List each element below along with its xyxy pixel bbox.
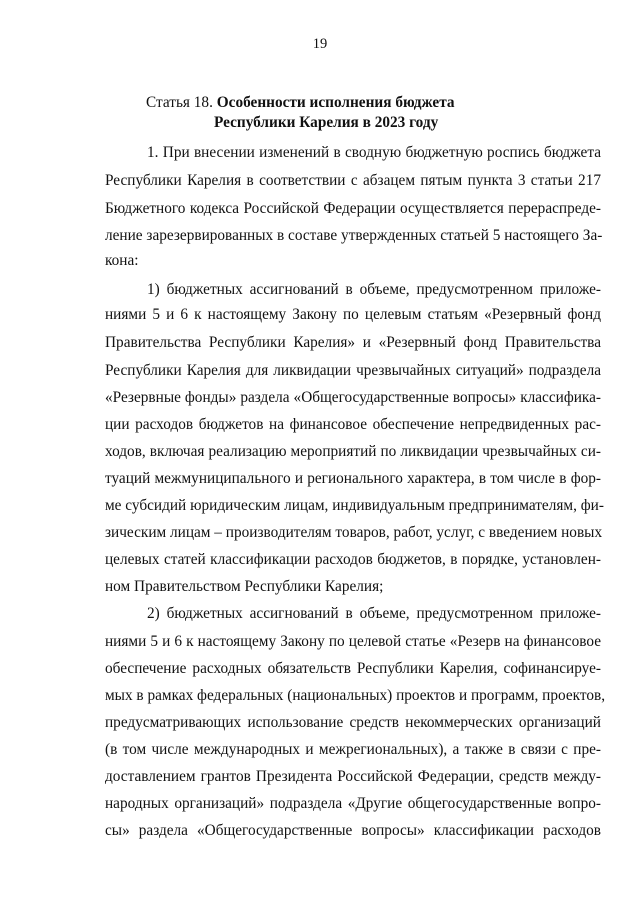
text-line: Правительства Республики Карелия» и «Резервный фонд Правительства [105, 334, 601, 351]
article-title-part-1: Особенности исполнения бюджета [216, 94, 455, 111]
page-number: 19 [312, 36, 328, 52]
text-line: доставлением грантов Президента Российской Федерации, средств между- [105, 768, 601, 785]
text-line: ном Правительством Республики Карелия; [105, 578, 384, 595]
text-line: целевых статей классификации расходов бюджетов, в порядке, установлен- [105, 551, 601, 568]
text-line: Бюджетного кодекса Российской Федерации осуществляется перераспреде- [105, 200, 601, 217]
text-line: сы» раздела «Общегосударственные вопросы» классификации расходов [105, 822, 601, 839]
text-line: предусматривающих использование средств некоммерческих организаций [105, 714, 601, 731]
text-line: Республики Карелия в соответствии с абзацем пятым пункта 3 статьи 217 [105, 172, 601, 189]
text-line: обеспечение расходных обязательств Республики Карелия, софинансируе- [105, 660, 601, 677]
text-line: туаций межмуниципального и регионального характера, в том числе в фор- [105, 470, 601, 487]
text-line: 1) бюджетных ассигнований в объеме, предусмотренном приложе- [147, 281, 601, 298]
text-line: ме субсидий юридическим лицам, индивидуальным предпринимателям, фи- [105, 497, 604, 514]
text-line: ходов, включая реализацию мероприятий по ликвидации чрезвычайных си- [105, 443, 601, 460]
text-line: зическим лицам – производителям товаров, работ, услуг, с введением новых [105, 524, 603, 541]
text-line: ление зарезервированных в составе утвержденных статьей 5 настоящего За- [105, 227, 603, 244]
text-line: 1. При внесении изменений в сводную бюджетную роспись бюджета [147, 144, 601, 161]
article-title-part-2: Республики Карелия в 2023 году [214, 114, 439, 131]
article-heading-line-1 [146, 93, 455, 113]
text-line: «Резервные фонды» раздела «Общегосударственные вопросы» классифика- [105, 389, 601, 406]
article-heading [146, 93, 455, 133]
text-line: ниями 5 и 6 к настоящему Закону по целевым статьям «Резервный фонд [105, 306, 601, 323]
text-line: ниями 5 и 6 к настоящему Закону по целевой статье «Резерв на финансовое [105, 633, 601, 650]
article-label: Статья 18. [146, 94, 213, 111]
text-line: кона: [105, 252, 139, 269]
text-line: народных организаций» подраздела «Другие общегосударственные вопро- [105, 795, 601, 812]
text-line: Республики Карелия для ликвидации чрезвычайных ситуаций» подраздела [105, 362, 601, 379]
text-line: (в том числе международных и межрегиональных), а также в связи с пре- [105, 741, 601, 758]
text-line: ции расходов бюджетов на финансовое обеспечение непредвиденных рас- [105, 416, 601, 433]
text-line: 2) бюджетных ассигнований в объеме, предусмотренном приложе- [147, 605, 601, 622]
text-line: мых в рамках федеральных (национальных) проектов и программ, проектов, [105, 687, 606, 704]
